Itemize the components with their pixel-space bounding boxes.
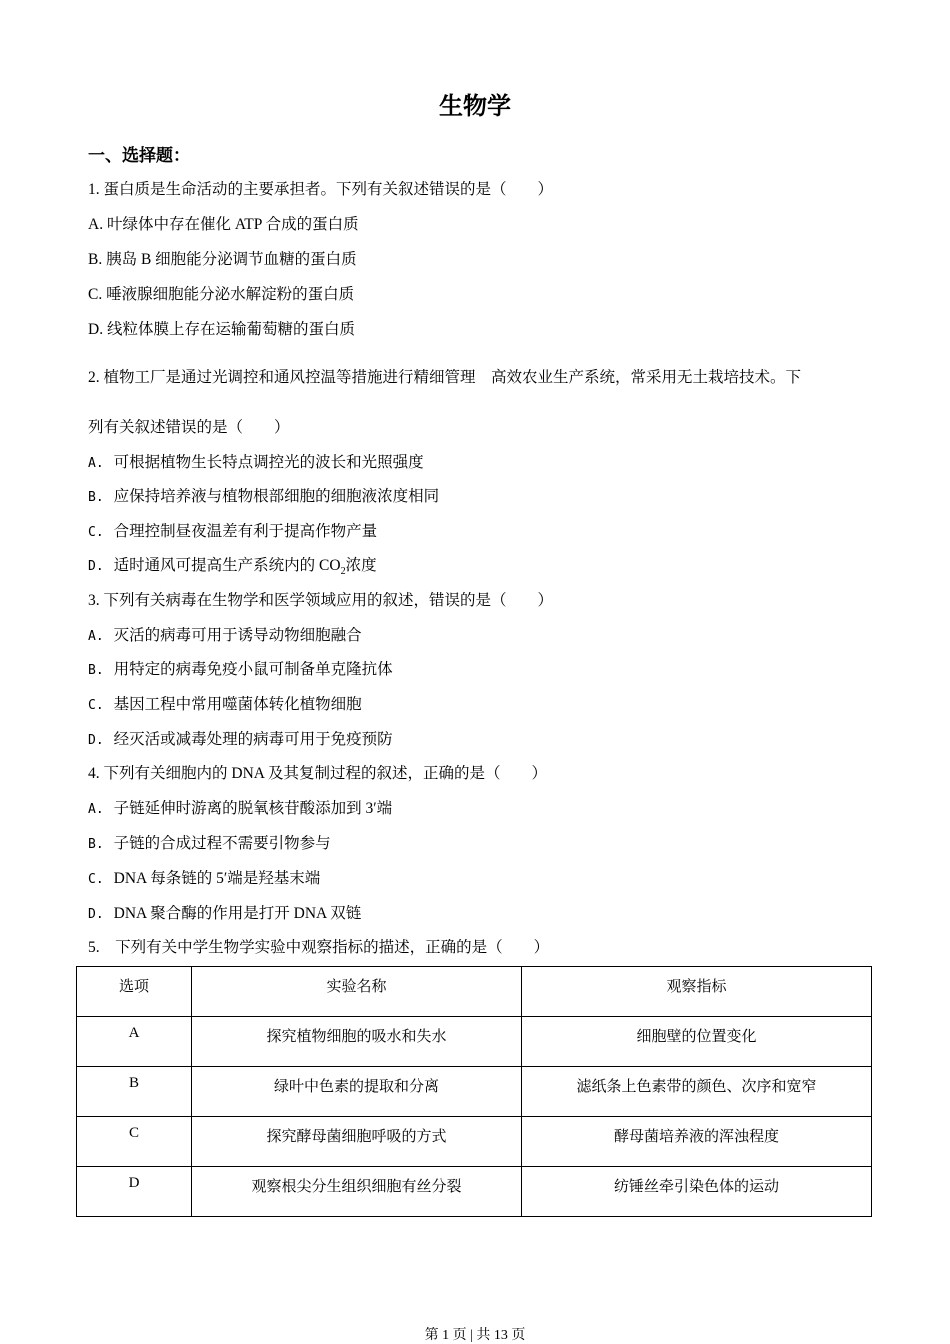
q4-option-b: B. 子链的合成过程不需要引物参与	[88, 835, 331, 852]
table-cell: 绿叶中色素的提取和分离	[192, 1067, 522, 1117]
q3-option-d: D. 经灭活或减毒处理的病毒可用于免疫预防	[88, 731, 393, 748]
table-cell: 纺锤丝牵引染色体的运动	[522, 1167, 872, 1217]
q1-option-b: B. 胰岛 B 细胞能分泌调节血糖的蛋白质	[88, 251, 357, 268]
table-row	[77, 1117, 872, 1167]
table-cell: 滤纸条上色素带的颜色、次序和宽窄	[522, 1067, 872, 1117]
table-header: 实验名称	[192, 967, 522, 1017]
page-footer: 第 1 页 | 共 13 页	[424, 1328, 526, 1343]
q1-option-d: D. 线粒体膜上存在运输葡萄糖的蛋白质	[88, 321, 355, 338]
q1-option-a: A. 叶绿体中存在催化 ATP 合成的蛋白质	[88, 216, 359, 233]
table-cell: A	[77, 1017, 192, 1067]
q2-option-d: D. 适时通风可提高生产系统内的 $CO_2$浓度	[88, 557, 377, 578]
section-heading: 一、选择题：	[88, 146, 190, 165]
table-cell: D	[77, 1167, 192, 1217]
q2-option-b: B. 应保持培养液与植物根部细胞的细胞液浓度相同	[88, 488, 440, 505]
page-title: 生物学	[439, 94, 511, 120]
table-cell: 细胞壁的位置变化	[522, 1017, 872, 1067]
table-cell: B	[77, 1067, 192, 1117]
q4-option-d: D. DNA 聚合酶的作用是打开 DNA 双链	[88, 905, 362, 922]
table-header: 选项	[77, 967, 192, 1017]
q4-option-c: C. DNA 每条链的 5′端是羟基末端	[88, 870, 321, 887]
table-row	[77, 1017, 872, 1067]
q3-option-a: A. 灭活的病毒可用于诱导动物细胞融合	[88, 627, 362, 644]
table-header-row	[77, 967, 872, 1017]
q1-option-c: C. 唾液腺细胞能分泌水解淀粉的蛋白质	[88, 286, 355, 303]
table-cell: 酵母菌培养液的浑浊程度	[522, 1117, 872, 1167]
table-row	[77, 1167, 872, 1217]
table-cell: 探究植物细胞的吸水和失水	[192, 1017, 522, 1067]
q1-stem: 1. 蛋白质是生命活动的主要承担者。下列有关叙述错误的是（ ）	[88, 181, 554, 198]
q4-option-a: A. 子链延伸时游离的脱氧核苷酸添加到 3′端	[88, 800, 393, 817]
table-header: 观察指标	[522, 967, 872, 1017]
q3-option-b: B. 用特定的病毒免疫小鼠可制备单克隆抗体	[88, 661, 393, 678]
q4-stem: 4. 下列有关细胞内的 DNA 及其复制过程的叙述，正确的是（ ）	[88, 765, 547, 782]
q2-stem-cont: 列有关叙述错误的是（ ）	[88, 419, 290, 436]
q2-stem: 2. 植物工厂是通过光调控和通风控温等措施进行精细管理 高效农业生产系统，常采用无土栽培技术。下	[88, 369, 802, 386]
q5-stem: 5. 下列有关中学生物学实验中观察指标的描述，正确的是（ ）	[88, 939, 550, 956]
q5-table	[76, 966, 872, 1217]
table-row	[77, 1067, 872, 1117]
table-cell: C	[77, 1117, 192, 1167]
q3-option-c: C. 基因工程中常用噬菌体转化植物细胞	[88, 696, 362, 713]
table-cell: 探究酵母菌细胞呼吸的方式	[192, 1117, 522, 1167]
q2-option-a: A. 可根据植物生长特点调控光的波长和光照强度	[88, 454, 424, 471]
q2-option-c: C. 合理控制昼夜温差有利于提高作物产量	[88, 523, 378, 540]
q3-stem: 3. 下列有关病毒在生物学和医学领域应用的叙述，错误的是（ ）	[88, 592, 554, 609]
table-cell: 观察根尖分生组织细胞有丝分裂	[192, 1167, 522, 1217]
